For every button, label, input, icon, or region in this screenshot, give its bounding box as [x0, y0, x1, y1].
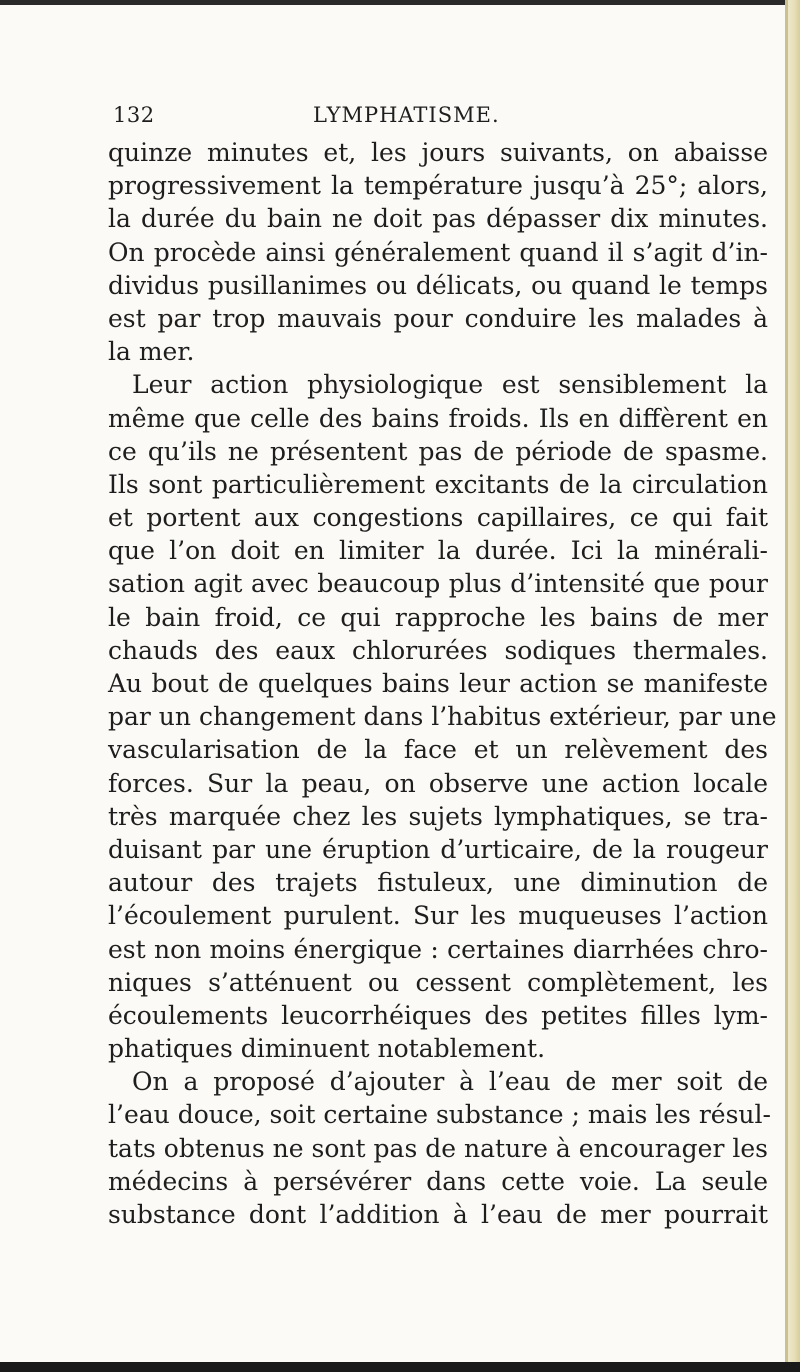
text-line: la mer. [108, 337, 195, 367]
text-line: substance dont l’addition à l’eau de mer pourrait [108, 1200, 768, 1229]
text-line: vascularisation de la face et un relèvement des [108, 735, 768, 765]
text-line: la durée du bain ne doit pas dépasser dix minutes. [108, 204, 768, 234]
text-line: tats obtenus ne sont pas de nature à encourager les [108, 1133, 768, 1163]
text-line: dividus pusillanimes ou délicats, ou quand le temps [108, 270, 768, 300]
text-line: le bain froid, ce qui rapproche les bains de mer [108, 602, 768, 632]
text-line: sation agit avec beaucoup plus d’intensité que pour [108, 569, 768, 599]
text-line: est non moins énergique : certaines diarrhées chro- [108, 934, 768, 964]
text-line: quinze minutes et, les jours suivants, on abaisse [108, 138, 768, 167]
text-line: très marquée chez les sujets lymphatiques, se tra- [108, 801, 768, 831]
text-line: Ils sont particulièrement excitants de la circulation [108, 469, 768, 499]
running-title: LYMPHATISME. [313, 103, 500, 127]
text-line: l’écoulement purulent. Sur les muqueuses l’action [108, 901, 768, 931]
right-edge-shadow [785, 0, 788, 1372]
text-line: On procède ainsi généralement quand il s’agit d’in- [108, 237, 768, 267]
text-line: par un changement dans l’habitus extérieur, par une [108, 702, 777, 732]
text-line: médecins à persévérer dans cette voie. La seule [108, 1166, 768, 1196]
right-page-edge [786, 0, 800, 1372]
text-line: niques s’atténuent ou cessent complètement, les [108, 967, 768, 997]
text-line: progressivement la température jusqu’à 25°; alors, [108, 171, 768, 201]
text-line: forces. Sur la peau, on observe une action locale [108, 768, 768, 798]
text-line: même que celle des bains froids. Ils en diffèrent en [108, 403, 768, 433]
text-line: est par trop mauvais pour conduire les malades à [108, 303, 768, 333]
text-line: autour des trajets fistuleux, une diminution de [108, 868, 768, 898]
text-line: et portent aux congestions capillaires, ce qui fait [108, 503, 768, 533]
text-line: Leur action physiologique est sensiblement la [132, 370, 768, 400]
text-line: On a proposé d’ajouter à l’eau de mer soit de [132, 1067, 768, 1097]
bottom-page-edge [0, 1362, 800, 1372]
text-line: chauds des eaux chlorurées sodiques thermales. [108, 635, 768, 665]
text-line: duisant par une éruption d’urticaire, de la rougeur [108, 834, 768, 864]
text-line: ce qu’ils ne présentent pas de période de spasme. [108, 436, 768, 466]
text-line: l’eau douce, soit certaine substance ; mais les résul- [108, 1100, 771, 1130]
text-line: phatiques diminuent notablement. [108, 1034, 546, 1064]
text-line: écoulements leucorrhéiques des petites filles lym- [108, 1000, 768, 1030]
text-line: Au bout de quelques bains leur action se manifeste [108, 669, 768, 698]
body-text [108, 136, 777, 1231]
text-line: que l’on doit en limiter la durée. Ici la minérali- [108, 536, 768, 566]
top-page-edge [0, 0, 800, 5]
running-header [113, 103, 763, 137]
page-number: 132 [113, 103, 155, 127]
